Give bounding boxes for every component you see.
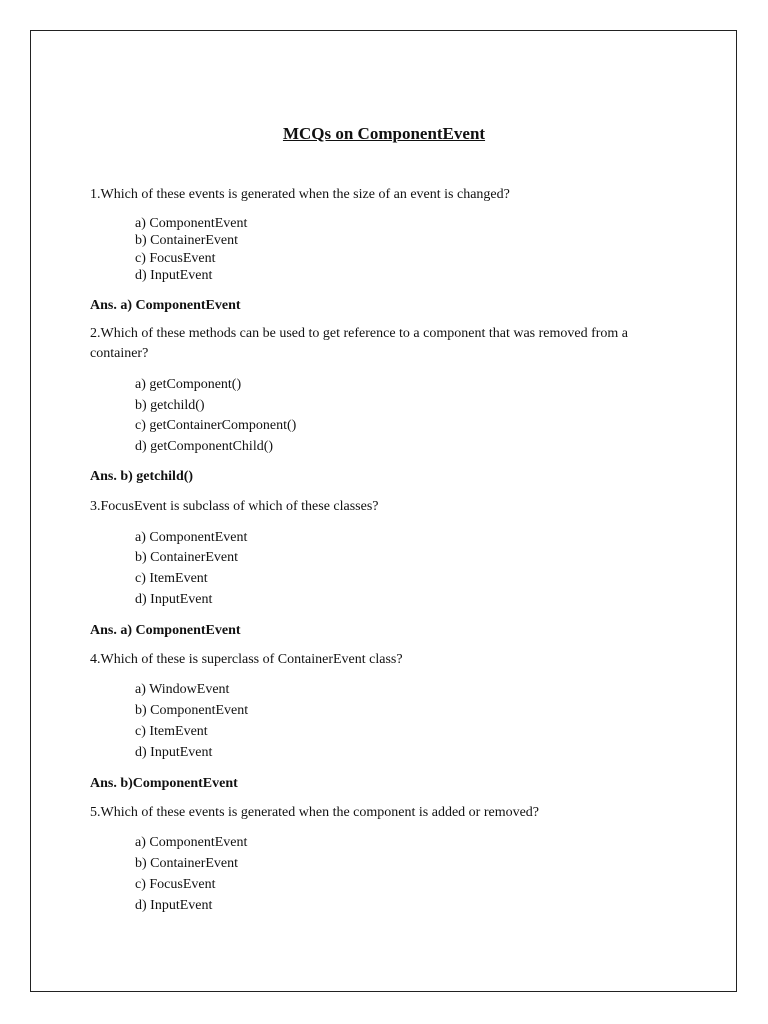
question-3-option-a: a) ComponentEvent: [135, 530, 248, 545]
question-3-option-d: d) InputEvent: [135, 592, 213, 607]
question-1-option-c: c) FocusEvent: [135, 251, 216, 266]
question-3-option-c: c) ItemEvent: [135, 571, 208, 586]
question-4-text: 4.Which of these is superclass of ContainerEvent class?: [90, 652, 403, 667]
question-2-text-line2: container?: [90, 346, 149, 361]
question-2-option-c: c) getContainerComponent(): [135, 418, 297, 433]
question-3-answer: Ans. a) ComponentEvent: [90, 623, 241, 638]
question-1-option-d: d) InputEvent: [135, 268, 213, 283]
page-title: MCQs on ComponentEvent: [282, 124, 486, 143]
question-1-text: 1.Which of these events is generated when the size of an event is changed?: [90, 187, 510, 202]
question-5-option-d: d) InputEvent: [135, 898, 213, 913]
question-3-option-b: b) ContainerEvent: [135, 550, 239, 565]
question-5-text: 5.Which of these events is generated when the component is added or removed?: [90, 805, 540, 820]
question-5-option-b: b) ContainerEvent: [135, 856, 239, 871]
question-2-text-line1: 2.Which of these methods can be used to get reference to a component that was removed from a: [90, 326, 629, 341]
question-4-answer: Ans. b)ComponentEvent: [90, 776, 238, 791]
question-1-option-a: a) ComponentEvent: [135, 216, 248, 231]
question-1-option-b: b) ContainerEvent: [135, 233, 239, 248]
question-4-option-c: c) ItemEvent: [135, 724, 208, 739]
question-4-option-d: d) InputEvent: [135, 745, 213, 760]
question-1-answer: Ans. a) ComponentEvent: [90, 298, 241, 313]
question-2-option-b: b) getchild(): [135, 398, 205, 413]
question-2-option-d: d) getComponentChild(): [135, 439, 274, 454]
question-4-option-b: b) ComponentEvent: [135, 703, 249, 718]
question-2-answer: Ans. b) getchild(): [90, 469, 194, 484]
question-3-text: 3.FocusEvent is subclass of which of these classes?: [90, 499, 379, 514]
question-5-option-a: a) ComponentEvent: [135, 835, 248, 850]
question-5-option-c: c) FocusEvent: [135, 877, 216, 892]
question-2-option-a: a) getComponent(): [135, 377, 242, 392]
question-4-option-a: a) WindowEvent: [135, 682, 230, 697]
